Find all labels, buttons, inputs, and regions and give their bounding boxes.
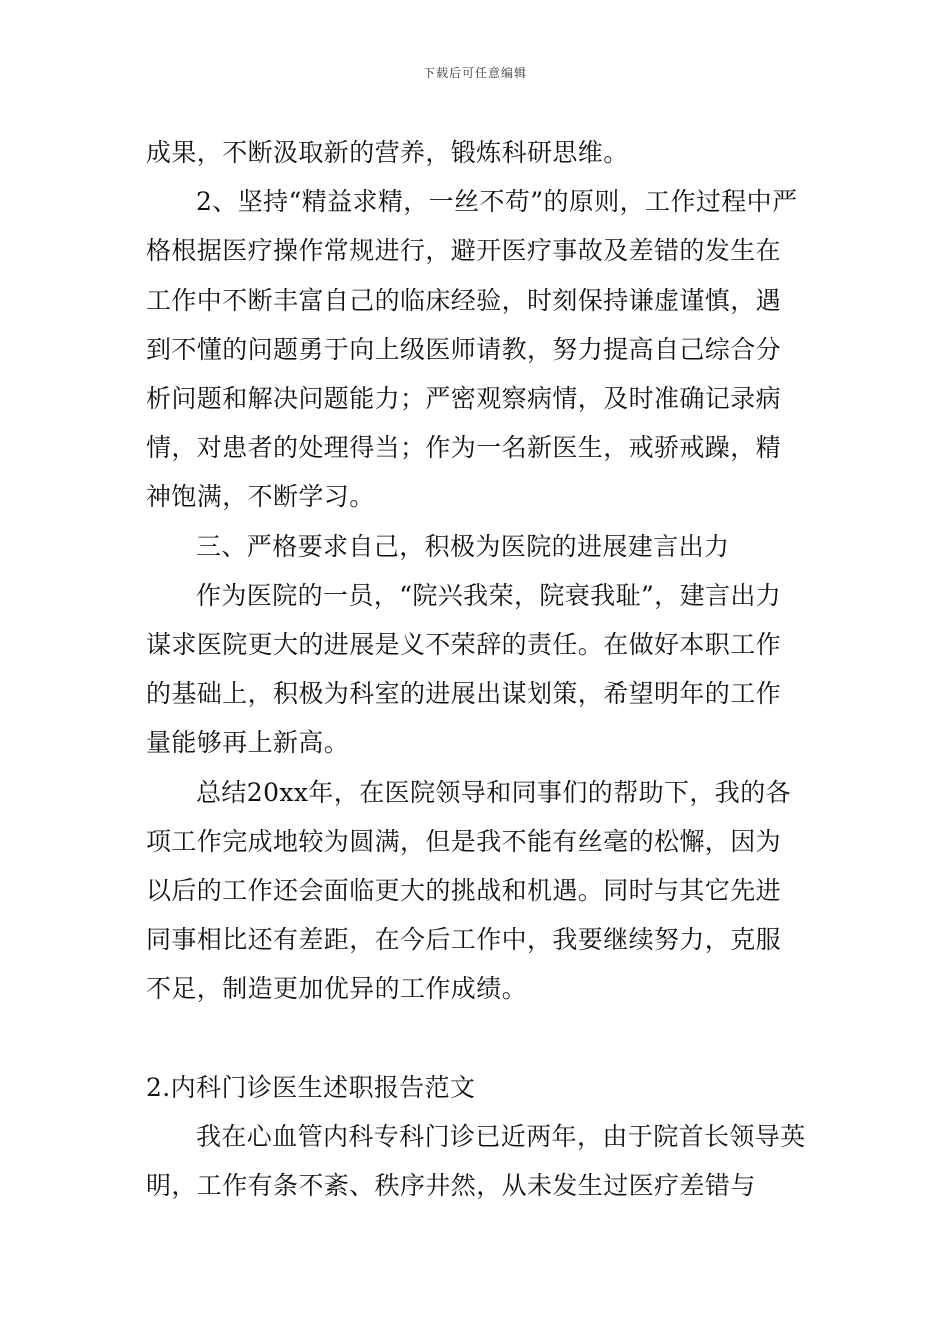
paragraph-hospital-member: 作为医院的一员，“院兴我荣，院衰我耻”，建言出力谋求医院更大的进展是义不荣辞的责任。在做好本职工作的基础上，积极为科室的进展出谋划策，希望明年的工作量能够再上新高。 bbox=[146, 580, 782, 758]
blank-line bbox=[146, 1014, 806, 1063]
paragraph-continuation: 成果，不断汲取新的营养，锻炼科研思维。 bbox=[146, 138, 629, 167]
report-title: 2.内科门诊医生述职报告范文 bbox=[146, 1072, 476, 1102]
paragraph-summary: 总结20xx年，在医院领导和同事们的帮助下，我的各项工作完成地较为圆满，但是我不能有丝毫的松懈，因为以后的工作还会面临更大的挑战和机遇。同时与其它先进同事相比还有差距，在今后工作中，我要继续努力，克服不足，制造更加优异的工作成绩。 bbox=[146, 777, 792, 1004]
page-header: 下载后可任意编辑 bbox=[422, 66, 527, 80]
document-body bbox=[146, 128, 806, 1210]
section-heading-three: 三、严格要求自己，积极为医院的进展建言出力 bbox=[196, 531, 730, 561]
paragraph-cardiology-intro: 我在心血管内科专科门诊已近两年，由于院首长领导英明，工作有条不紊、秩序井然，从未发生过医疗差错与 bbox=[146, 1122, 806, 1201]
paragraph-principle: 2、坚持“精益求精，一丝不苟”的原则，工作过程中严格根据医疗操作常规进行，避开医疗事故及差错的发生在工作中不断丰富自己的临床经验，时刻保持谦虚谨慎，遇到不懂的问题勇于向上级医师请教，努力提高自己综合分析问题和解决问题能力；严密观察病情，及时准确记录病情，对患者的处理得当；作为一名新医生，戒骄戒躁，精神饱满，不断学习。 bbox=[146, 187, 798, 512]
